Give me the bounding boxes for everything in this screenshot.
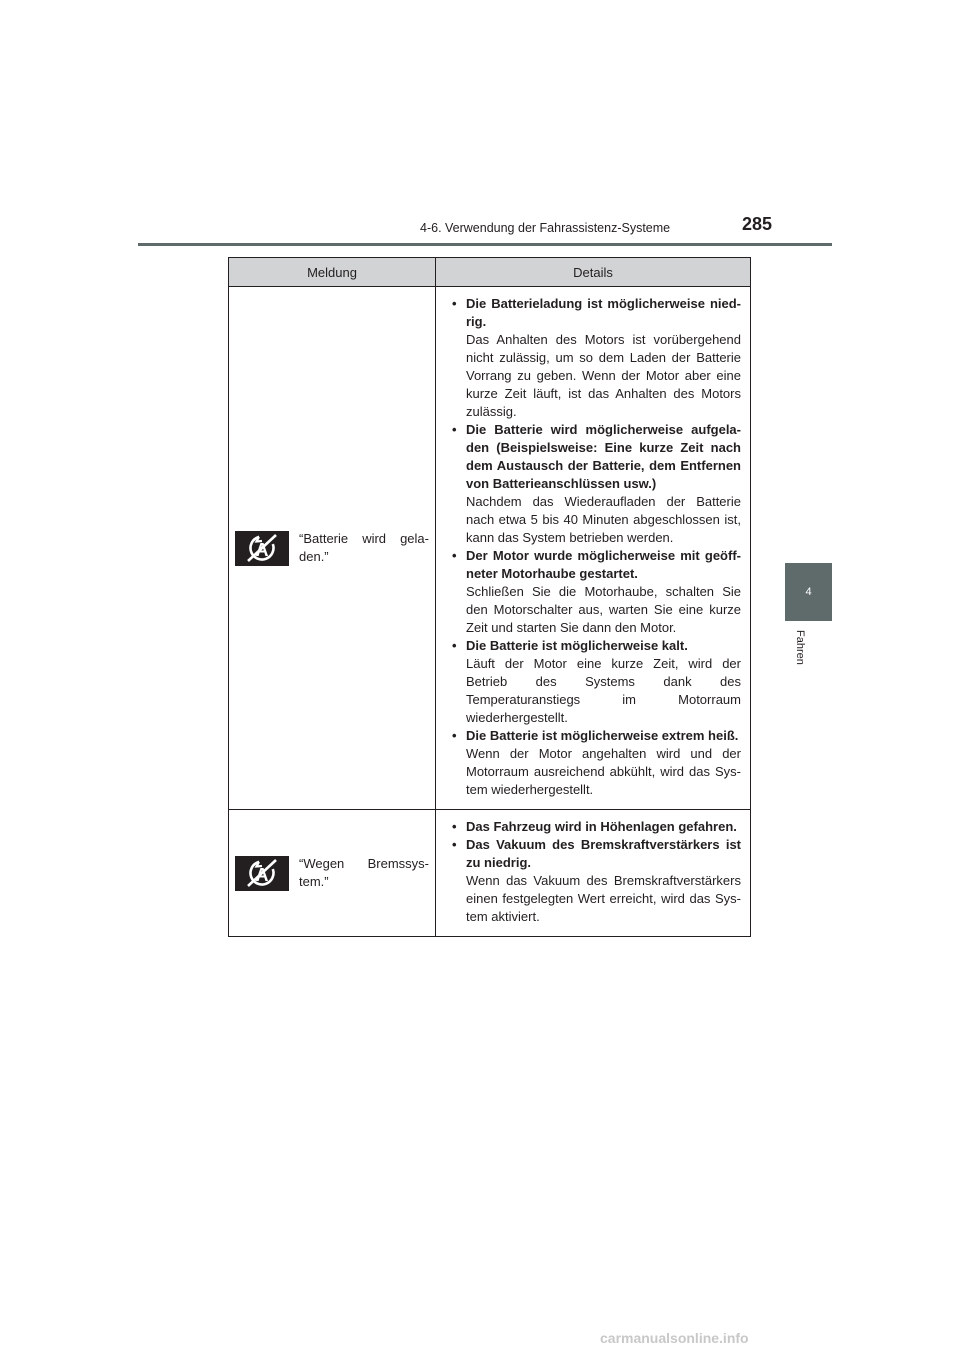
header-divider	[138, 243, 832, 246]
item-body: Wenn der Motor angehalten wird und der Motorraum ausreichend abkühlt, wird das Sys-tem wiederhergestellt.	[466, 746, 741, 797]
section-title: 4-6. Verwendung der Fahrassistenz-Systeme	[420, 221, 671, 235]
list-item	[452, 421, 741, 547]
item-title: • Die Batterie ist möglicherweise kalt.	[466, 638, 688, 653]
list-item	[452, 818, 741, 836]
watermark: carmanualsonline.info	[600, 1330, 749, 1346]
message-text: “Wegen Bremssys-tem.”	[299, 856, 429, 889]
item-title: • Der Motor wurde möglicherweise mit geöff-neter Motorhaube gestartet.	[466, 548, 741, 581]
table-row	[229, 287, 751, 810]
table-header-row	[229, 258, 751, 287]
message-text: “Batterie wird gela-den.”	[299, 531, 429, 564]
list-item	[452, 836, 741, 926]
chapter-label: Fahren	[794, 630, 806, 665]
column-header-details: Details	[436, 258, 751, 287]
column-header-message: Meldung	[229, 258, 436, 287]
page-number: 285	[742, 214, 773, 234]
item-body: Läuft der Motor eine kurze Zeit, wird der Betrieb des Systems dank des Temperaturanstiegs im Motorraum wiederhergestellt.	[466, 656, 741, 725]
item-title: • Die Batterie ist möglicherweise extrem heiß.	[466, 728, 739, 743]
stop-start-off-icon	[235, 531, 289, 566]
item-body: Wenn das Vakuum des Bremskraftverstärkers einen festgelegten Wert erreicht, wird das Sys-tem aktiviert.	[466, 873, 741, 924]
item-body: Schließen Sie die Motorhaube, schalten Sie den Motorschalter aus, warten Sie eine kurze Zeit und starten Sie dann den Motor.	[466, 584, 741, 635]
list-item	[452, 727, 741, 799]
item-title: • Das Fahrzeug wird in Höhenlagen gefahren.	[466, 819, 737, 834]
details-cell	[436, 810, 751, 937]
item-body: Nachdem das Wiederaufladen der Batterie nach etwa 5 bis 40 Minuten abgeschlossen ist, kann das System betrieben werden.	[466, 494, 741, 545]
chapter-number: 4	[805, 586, 812, 598]
stop-start-off-icon	[235, 856, 289, 891]
list-item	[452, 547, 741, 637]
message-table	[228, 257, 751, 937]
item-title: • Die Batterie wird möglicherweise aufgela-den (Beispielsweise: Eine kurze Zeit nach dem Austausch der Batterie, dem Entfernen von Batterieanschlüssen usw.)	[466, 422, 741, 491]
message-cell	[229, 810, 436, 937]
message-cell	[229, 287, 436, 810]
svg-text:A: A	[255, 865, 269, 885]
item-title: • Das Vakuum des Bremskraftverstärkers ist zu niedrig.	[466, 837, 741, 870]
item-title: • Die Batterieladung ist möglicherweise nied-rig.	[466, 296, 741, 329]
table-row	[229, 810, 751, 937]
chapter-tab	[785, 563, 832, 621]
list-item	[452, 295, 741, 421]
list-item	[452, 637, 741, 727]
svg-text:A: A	[255, 540, 269, 560]
item-body: Das Anhalten des Motors ist vorübergehend nicht zulässig, um so dem Laden der Batterie Vorrang zu geben. Wenn der Motor aber eine kurze Zeit läuft, ist das Anhalten des Motors zulässig.	[466, 332, 741, 419]
details-cell	[436, 287, 751, 810]
